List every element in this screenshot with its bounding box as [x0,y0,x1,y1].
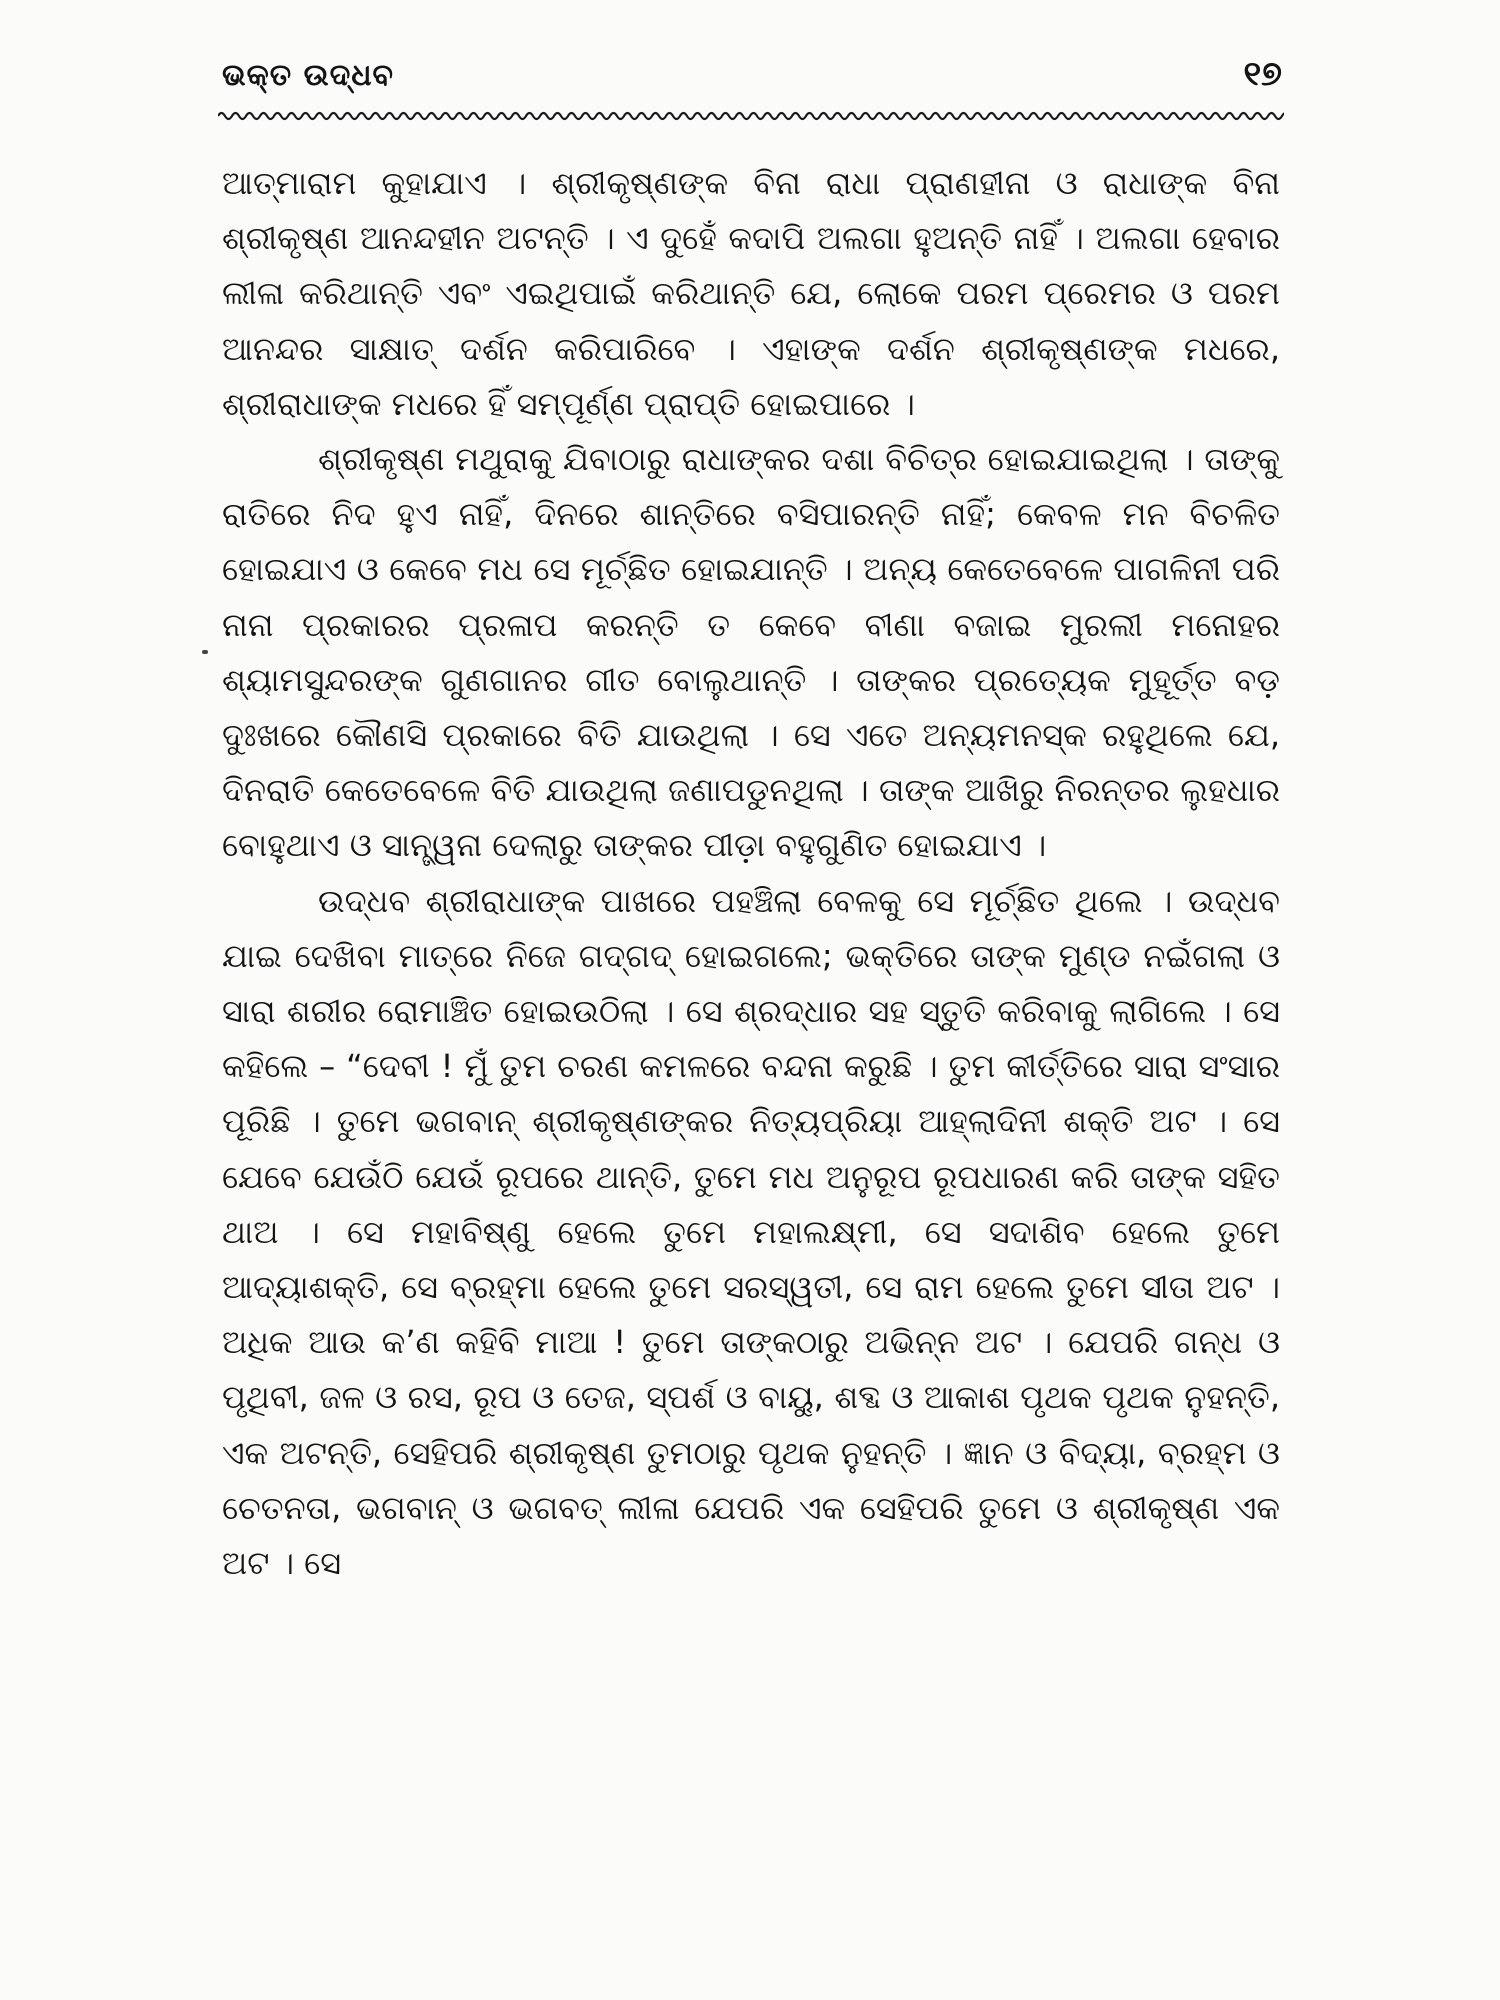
paragraph-2: ଶ୍ରୀକୃଷ୍ଣ ମଥୁରାକୁ ଯିବାଠାରୁ ରାଧାଙ୍କର ଦଶା ବିଚିତ୍ର ହୋଇଯାଇଥିଲା । ତାଙ୍କୁ ରାତିରେ ନିଦ ହୁଏ ନାହିଁ, ଦିନରେ ଶାନ୍ତିରେ ବସିପାରନ୍ତି ନାହିଁ; କେବଳ ମନ ବିଚଳିତ ହୋଇଯାଏ ଓ କେବେ ମଧ ସେ ମୂର୍ଚ୍ଛିତ ହୋଇଯାନ୍ତି । ଅନ୍ୟ କେତେବେଳେ ପାଗଳିନୀ ପରି ନାନା ପ୍ରକାରର ପ୍ରଳାପ କରନ୍ତି ତ କେବେ ବୀଣା ବଜାଇ ମୁରଲୀ ମନୋହର ଶ୍ୟାମସୁନ୍ଦରଙ୍କ ଗୁଣଗାନର ଗୀତ ବୋଲୁଥାନ୍ତି । ତାଙ୍କର ପ୍ରତ୍ୟେକ ମୁହୂର୍ତ୍ତ ବଡ଼ ଦୁଃଖରେ କୌଣସି ପ୍ରକାରେ ବିତି ଯାଉଥିଲା । ସେ ଏତେ ଅନ୍ୟମନସ୍କ ରହୁଥିଲେ ଯେ, ଦିନରାତି କେତେବେଳେ ବିତି ଯାଉଥିଲା ଜଣାପଡୁନଥିଲା । ତାଙ୍କ ଆଖିରୁ ନିରନ୍ତର ଲୁହଧାର ବୋହୁଥାଏ ଓ ସାନ୍ତ୍ୱନା ଦେଲାରୁ ତାଙ୍କର ପୀଡ଼ା ବହୁଗୁଣିତ ହୋଇଯାଏ । [222,440,1280,865]
book-title: ଭକ୍ତ ଉଦ୍ଧବ [222,58,395,93]
decorative-wavy-rule [218,108,1284,124]
stray-ink-mark [202,650,208,654]
paragraph-1: ଆତ୍ମାରାମ କୁହାଯାଏ । ଶ୍ରୀକୃଷ୍ଣଙ୍କ ବିନା ରାଧା ପ୍ରାଣହୀନା ଓ ରାଧାଙ୍କ ବିନା ଶ୍ରୀକୃଷ୍ଣ ଆନନ୍ଦହୀନ ଅଟନ୍ତି । ଏ ଦୁହେଁ କଦାପି ଅଲଗା ହୁଅନ୍ତି ନାହିଁ । ଅଲଗା ହେବାର ଲୀଳା କରିଥାନ୍ତି ଏବଂ ଏଇଥିପାଇଁ କରିଥାନ୍ତି ଯେ, ଲୋକେ ପରମ ପ୍ରେମର ଓ ପରମ ଆନନ୍ଦର ସାକ୍ଷାତ୍ ଦର୍ଶନ କରିପାରିବେ । ଏହାଙ୍କ ଦର୍ଶନ ଶ୍ରୀକୃଷ୍ଣଙ୍କ ମଧରେ, ଶ୍ରୀରାଧାଙ୍କ ମଧରେ ହିଁ ସମ୍ପୂର୍ଣ୍ଣ ପ୍ରାପ୍ତି ହୋଇପାରେ । [222,164,1280,423]
page-number: ୧୭ [1243,54,1282,94]
paragraph-3: ଉଦ୍ଧବ ଶ୍ରୀରାଧାଙ୍କ ପାଖରେ ପହଞ୍ଚିଲା ବେଳକୁ ସେ ମୂର୍ଚ୍ଛିତ ଥିଲେ । ଉଦ୍ଧବ ଯାଇ ଦେଖିବା ମାତ୍ରେ ନିଜେ ଗଦ୍‌ଗଦ୍ ହୋଇଗଲେ; ଭକ୍ତିରେ ତାଙ୍କ ମୁଣ୍ଡ ନଇଁଗଲା ଓ ସାରା ଶରୀର ରୋମାଞ୍ଚିତ ହୋଇଉଠିଲା । ସେ ଶ୍ରଦ୍ଧାର ସହ ସ୍ତୁତି କରିବାକୁ ଲାଗିଲେ । ସେ କହିଲେ – “ଦେବୀ ! ମୁଁ ତୁମ ଚରଣ କମଳରେ ବନ୍ଦନା କରୁଛି । ତୁମ କୀର୍ତ୍ତିରେ ସାରା ସଂସାର ପୂରିଛି । ତୁମେ ଭଗବାନ୍ ଶ୍ରୀକୃଷ୍ଣଙ୍କର ନିତ୍ୟପ୍ରିୟା ଆହ୍ଲାଦିନୀ ଶକ୍ତି ଅଟ । ସେ ଯେବେ ଯେଉଁଠି ଯେଉଁ ରୂପରେ ଥାନ୍ତି, ତୁମେ ମଧ ଅନୁରୂପ ରୂପଧାରଣ କରି ତାଙ୍କ ସହିତ ଥାଅ । ସେ ମହାବିଷ୍ଣୁ ହେଲେ ତୁମେ ମହାଲକ୍ଷ୍ମୀ, ସେ ସଦାଶିବ ହେଲେ ତୁମେ ଆଦ୍ୟାଶକ୍ତି, ସେ ବ୍ରହ୍ମା ହେଲେ ତୁମେ ସରସ୍ୱତୀ, ସେ ରାମ ହେଲେ ତୁମେ ସୀତା ଅଟ । ଅଧିକ ଆଉ କ’ଣ କହିବି ମାଆ ! ତୁମେ ତାଙ୍କଠାରୁ ଅଭିନ୍ନ ଅଟ । ଯେପରି ଗନ୍ଧ ଓ ପୃଥିବୀ, ଜଳ ଓ ରସ, ରୂପ ଓ ତେଜ, ସ୍ପର୍ଶ ଓ ବାୟୁ, ଶବ୍ଦ ଓ ଆକାଶ ପୃଥକ ପୃଥକ ନୁହନ୍ତି, ଏକ ଅଟନ୍ତି, ସେହିପରି ଶ୍ରୀକୃଷ୍ଣ ତୁମଠାରୁ ପୃଥକ ନୁହନ୍ତି । ଜ୍ଞାନ ଓ ବିଦ୍ୟା, ବ୍ରହ୍ମ ଓ ଚେତନତା, ଭଗବାନ୍ ଓ ଭଗବତ୍ ଲୀଳା ଯେପରି ଏକ ସେହିପରି ତୁମେ ଓ ଶ୍ରୀକୃଷ୍ଣ ଏକ ଅଟ । ସେ [222,881,1280,1583]
body-text [222,156,1280,1591]
running-header [222,50,1282,112]
